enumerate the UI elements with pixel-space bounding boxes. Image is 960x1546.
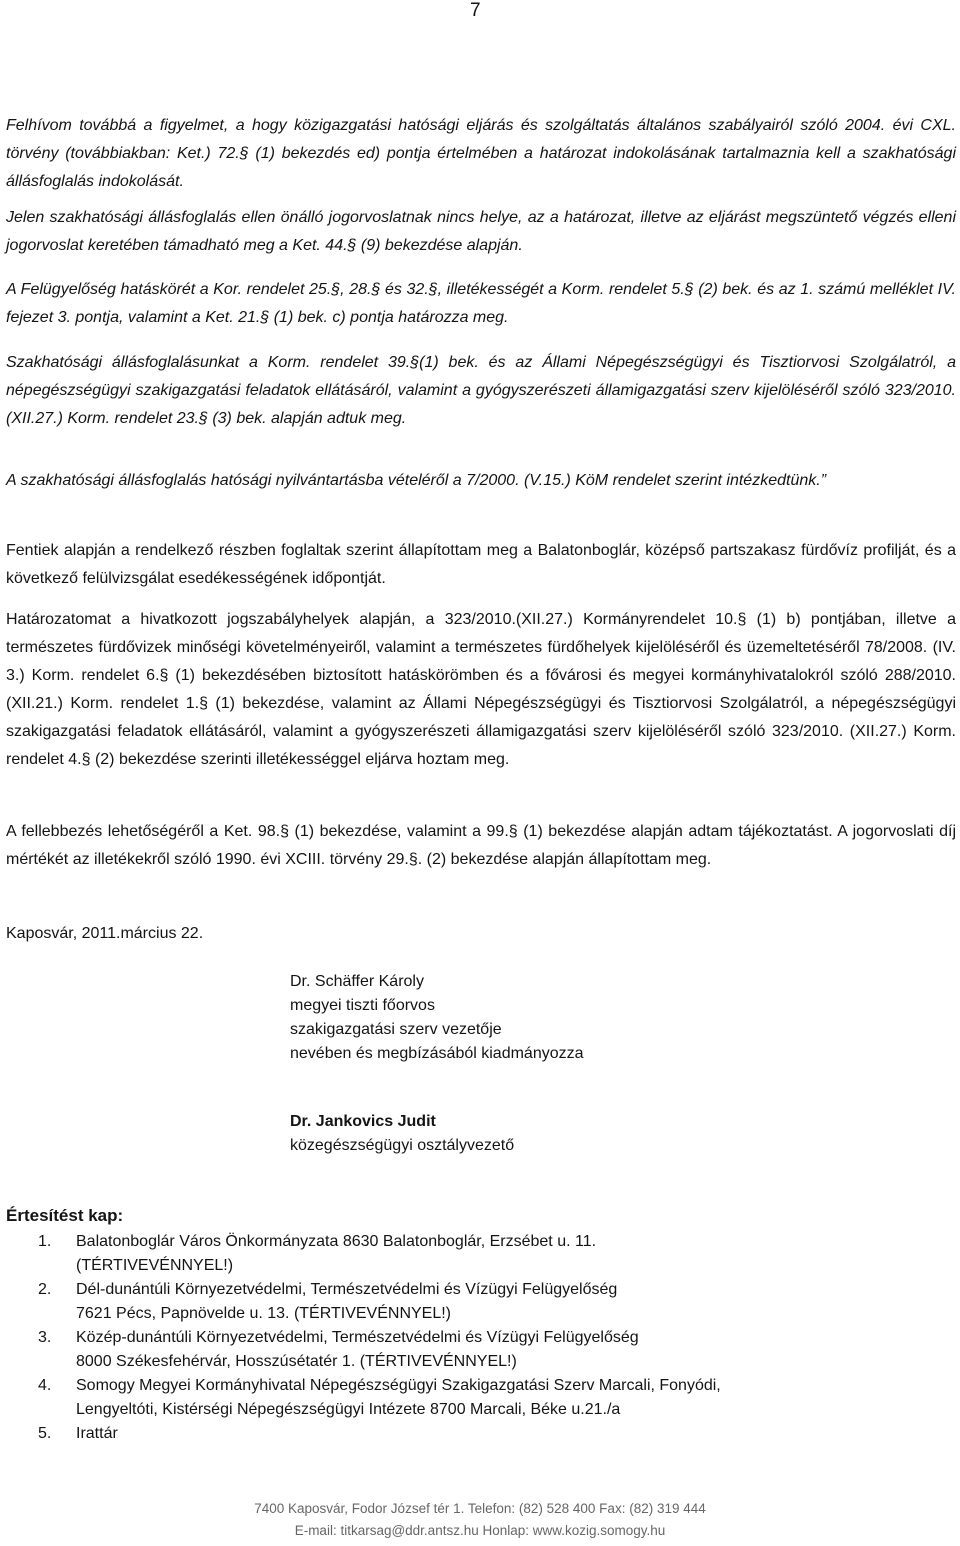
signer-title: megyei tiszti főorvos xyxy=(290,997,435,1014)
place-date: Kaposvár, 2011.március 22. xyxy=(6,925,204,942)
list-item: 2. Dél-dunántúli Környezetvédelmi, Természetvédelmi és Vízügyi Felügyelőség 7621 Pécs, Papnövelde u. 13. (TÉRTIVEVÉNNYEL!) xyxy=(38,1281,618,1322)
signer-name: Dr. Schäffer Károly xyxy=(290,973,424,990)
paragraph-legal-notice: Felhívom továbbá a figyelmet, a hogy közigazgatási hatósági eljárás és szolgáltatás általános szabályairól szóló 2004. évi CXL. törvény (továbbiakban: Ket.) 72.§ (1) bekezdés ed) pontja értelmében a határozat indokolásának tartalmaznia kell a szakhatósági állásfoglalás indokolását. xyxy=(6,117,956,190)
signer-name: Dr. Jankovics Judit xyxy=(290,1113,436,1130)
signature-block-department-head xyxy=(290,1110,514,1158)
signer-role: szakigazgatási szerv vezetője xyxy=(290,1021,502,1038)
paragraph-competence: A Felügyelőség hatáskörét a Kor. rendelet 25.§, 28.§ és 32.§, illetékességét a Korm. rendelet 5.§ (2) bek. és az 1. számú melléklet IV. fejezet 3. pontja, valamint a Ket. 21.§ (1) bek. c) pontja határozza meg. xyxy=(6,281,956,326)
list-item: 4. Somogy Megyei Kormányhivatal Népegészségügyi Szakigazgatási Szerv Marcali, Fonyódi, Lengyeltóti, Kistérségi Népegészségügyi Intézete 8700 Marcali, Béke u.21./a xyxy=(38,1377,721,1418)
list-item: 5. Irattár xyxy=(38,1425,118,1442)
paragraph-opinion-basis: Szakhatósági állásfoglalásunkat a Korm. rendelet 39.§(1) bek. és az Állami Népegészségügyi és Tisztiorvosi Szolgálatról, a népegészségügyi szakigazgatási feladatok ellátásáról, valamint a gyógyszerészeti államigazgatási szerv kijelöléséről szóló 323/2010. (XII.27.) Korm. rendelet 23.§ (3) bek. alapján adtuk meg. xyxy=(6,354,956,427)
paragraph-authority: Határozatomat a hivatkozott jogszabályhelyek alapján, a 323/2010.(XII.27.) Kormányrendelet 10.§ (1) b) pontjában, illetve a természetes fürdővizek minőségi követelményeiről, valamint a természetes fürdőhelyek kijelöléséről és üzemeltetéséről 78/2008. (IV. 3.) Korm. rendelet 6.§ (1) bekezdésében biztosított hatáskörömben és a fővárosi és megyei kormányhivatalokról szóló 288/2010. (XII.21.) Korm. rendelet 1.§ (1) bekezdése, valamint az Állami Népegészségügyi és Tisztiorvosi Szolgálatról, a népegészségügyi szakigazgatási feladatok ellátásáról, valamint a gyógyszerészeti államigazgatási szerv kijelöléséről szóló 323/2010. (XII.27.) Korm. rendelet 4.§ (2) bekezdése szerinti illetékességgel eljárva hoztam meg. xyxy=(6,611,956,768)
footer-address: 7400 Kaposvár, Fodor József tér 1. Telefon: (82) 528 400 Fax: (82) 319 444 xyxy=(254,1501,706,1516)
page-number: 7 xyxy=(470,0,481,21)
recipients-list xyxy=(38,1230,938,1446)
paragraph-appeal-info: Jelen szakhatósági állásfoglalás ellen önálló jogorvoslatnak nincs helye, az a határozat, illetve az eljárást megszüntető végzés elleni jogorvoslat keretében támadható meg a Ket. 44.§ (9) bekezdése alapján. xyxy=(6,209,956,254)
list-item: 3. Közép-dunántúli Környezetvédelmi, Természetvédelmi és Vízügyi Felügyelőség 8000 Székesfehérvár, Hosszúsétatér 1. (TÉRTIVEVÉNNYEL!) xyxy=(38,1329,639,1370)
paragraph-conclusion: Fentiek alapján a rendelkező részben foglaltak szerint állapítottam meg a Balatonboglár, középső partszakasz fürdővíz profilját, és a következő felülvizsgálat esedékességének időpontját. xyxy=(6,542,956,587)
footer-contact: E-mail: titkarsag@ddr.antsz.hu Honlap: www.kozig.somogy.hu xyxy=(294,1523,666,1538)
page-footer xyxy=(0,1498,960,1542)
signer-title: közegészségügyi osztályvezető xyxy=(290,1137,515,1154)
recipients-title: Értesítést kap: xyxy=(6,1206,124,1225)
signer-on-behalf: nevében és megbízásából kiadmányozza xyxy=(290,1045,584,1062)
paragraph-registry: A szakhatósági állásfoglalás hatósági nyilvántartásba vételéről a 7/2000. (V.15.) KöM rendelet szerint intézkedtünk.” xyxy=(6,472,827,489)
list-item: 1. Balatonboglár Város Önkormányzata 8630 Balatonboglár, Erzsébet u. 11. (TÉRTIVEVÉNNYEL!) xyxy=(38,1233,597,1274)
paragraph-appeal-fee: A fellebbezés lehetőségéről a Ket. 98.§ (1) bekezdése, valamint a 99.§ (1) bekezdése alapján adtam tájékoztatást. A jogorvoslati díj mértékét az illetékekről szóló 1990. évi XCIII. törvény 29.§. (2) bekezdése alapján állapítottam meg. xyxy=(6,823,956,868)
signature-block-chief xyxy=(290,970,584,1066)
